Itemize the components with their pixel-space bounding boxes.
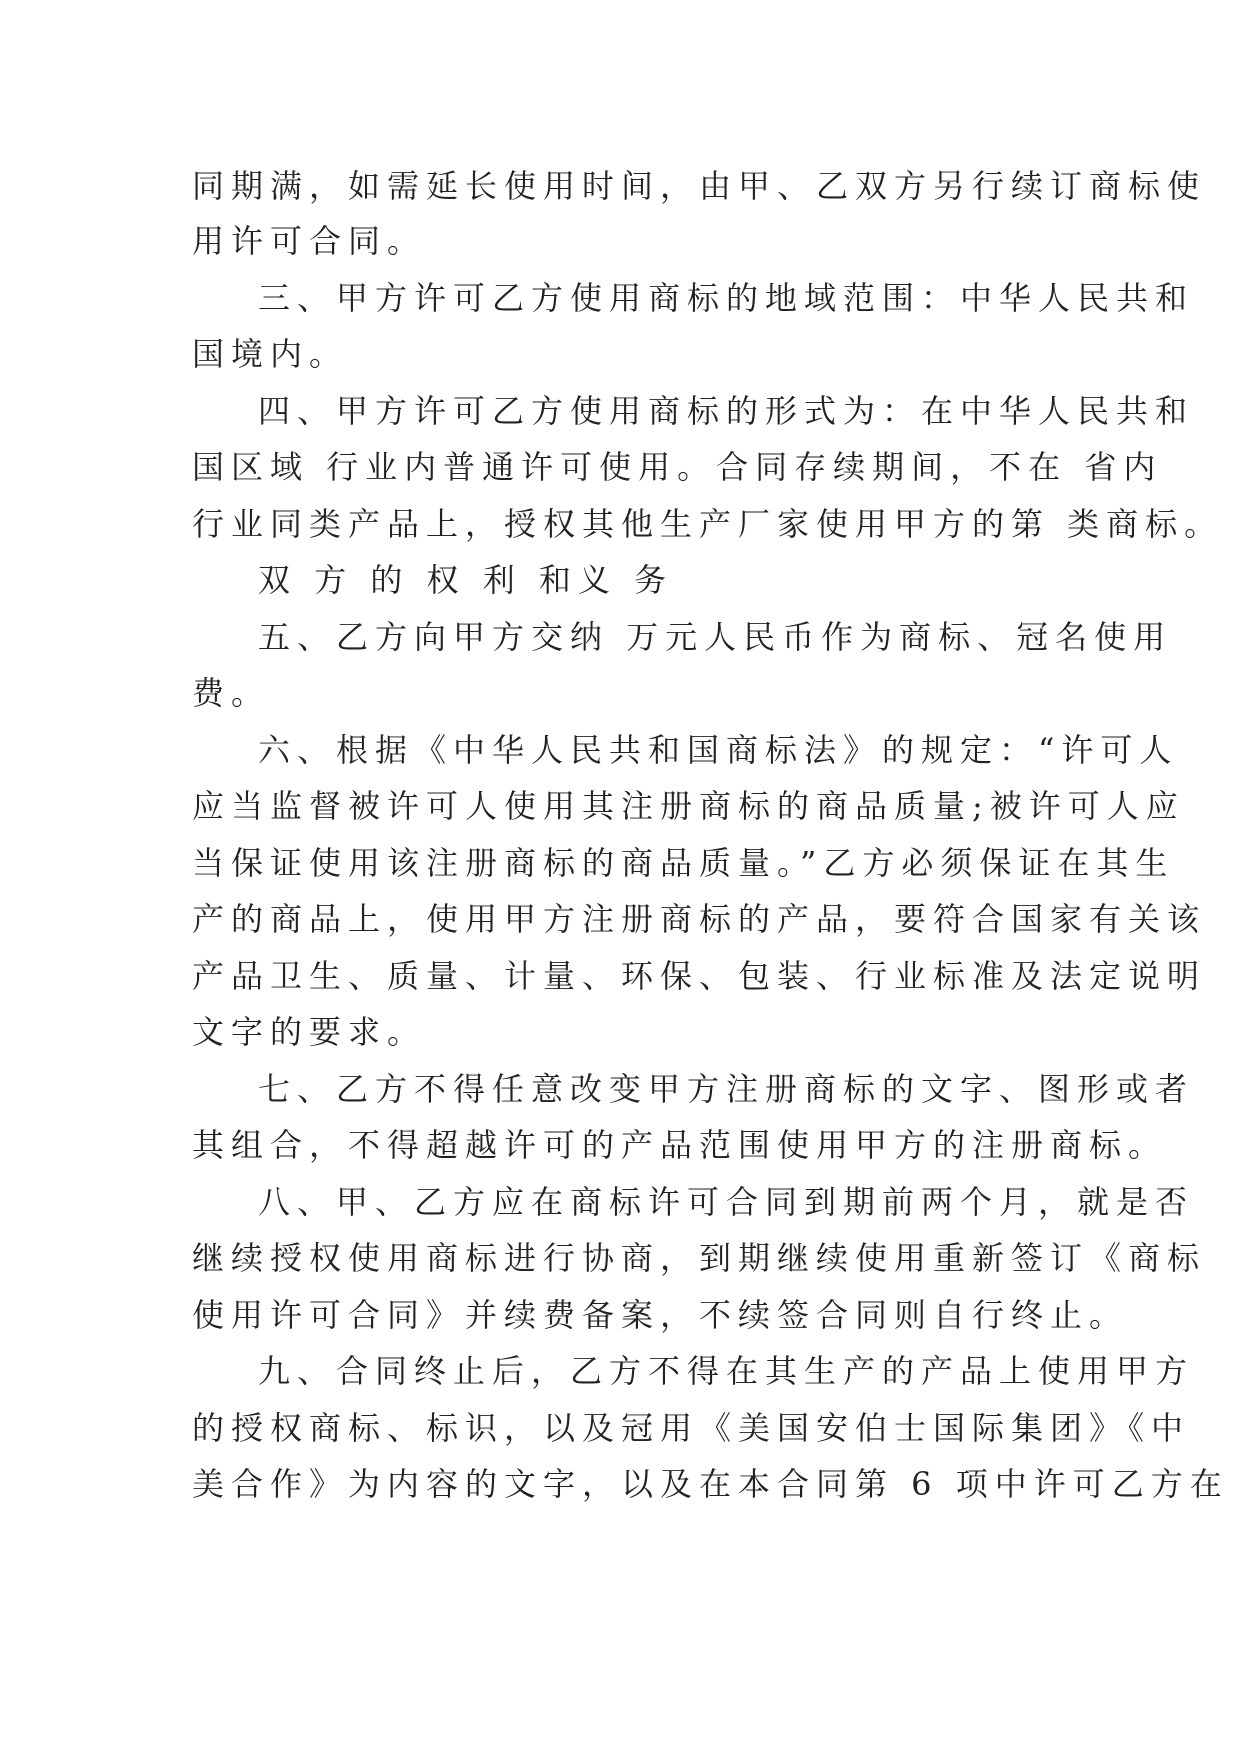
- text-line: 的授权商标、标识，以及冠用《美国安伯士国际集团》《中: [192, 1409, 1191, 1447]
- text-line: 八、甲、乙方应在商标许可合同到期前两个月，就是否: [258, 1183, 1195, 1221]
- text-line: 五、乙方向甲方交纳 万元人民币作为商标、冠名使用: [258, 618, 1173, 656]
- text-line: 文字的要求。: [192, 1013, 427, 1051]
- text-line: 应当监督被许可人使用其注册商标的商品质量;被许可人应: [192, 787, 1185, 825]
- text-line: 同期满，如需延长使用时间，由甲、乙双方另行续订商标使: [192, 167, 1207, 205]
- text-line: 使用许可合同》并续费备案，不续签合同则自行终止。: [192, 1296, 1129, 1334]
- text-line: 其组合，不得超越许可的产品范围使用甲方的注册商标。: [192, 1126, 1168, 1164]
- text-line: 四、甲方许可乙方使用商标的形式为：在中华人民共和: [258, 392, 1195, 430]
- text-line: 用许可合同。: [192, 222, 427, 260]
- text-line: 七、乙方不得任意改变甲方注册商标的文字、图形或者: [258, 1070, 1195, 1108]
- text-line: 三、甲方许可乙方使用商标的地域范围：中华人民共和: [258, 279, 1195, 317]
- text-line: 美合作》为内容的文字，以及在本合同第 6 项中许可乙方在: [192, 1465, 1229, 1503]
- text-line: 六、根据《中华人民共和国商标法》的规定：“许可人: [258, 731, 1179, 769]
- section-heading: 双 方 的 权 利 和义 务: [258, 561, 674, 599]
- text-line: 继续授权使用商标进行协商，到期继续使用重新签订《商标: [192, 1239, 1207, 1277]
- text-line: 产的商品上，使用甲方注册商标的产品，要符合国家有关该: [192, 900, 1207, 938]
- text-line: 行业同类产品上，授权其他生产厂家使用甲方的第 类商标。: [192, 505, 1224, 543]
- text-line: 国境内。: [192, 335, 349, 373]
- text-line: 产品卫生、质量、计量、环保、包装、行业标准及法定说明: [192, 957, 1207, 995]
- text-line: 当保证使用该注册商标的商品质量。”乙方必须保证在其生: [192, 844, 1175, 882]
- text-line: 费。: [192, 674, 271, 712]
- text-line: 九、合同终止后，乙方不得在其生产的产品上使用甲方: [258, 1352, 1195, 1390]
- text-line: 国区域 行业内普通许可使用。合同存续期间，不在 省内: [192, 448, 1163, 486]
